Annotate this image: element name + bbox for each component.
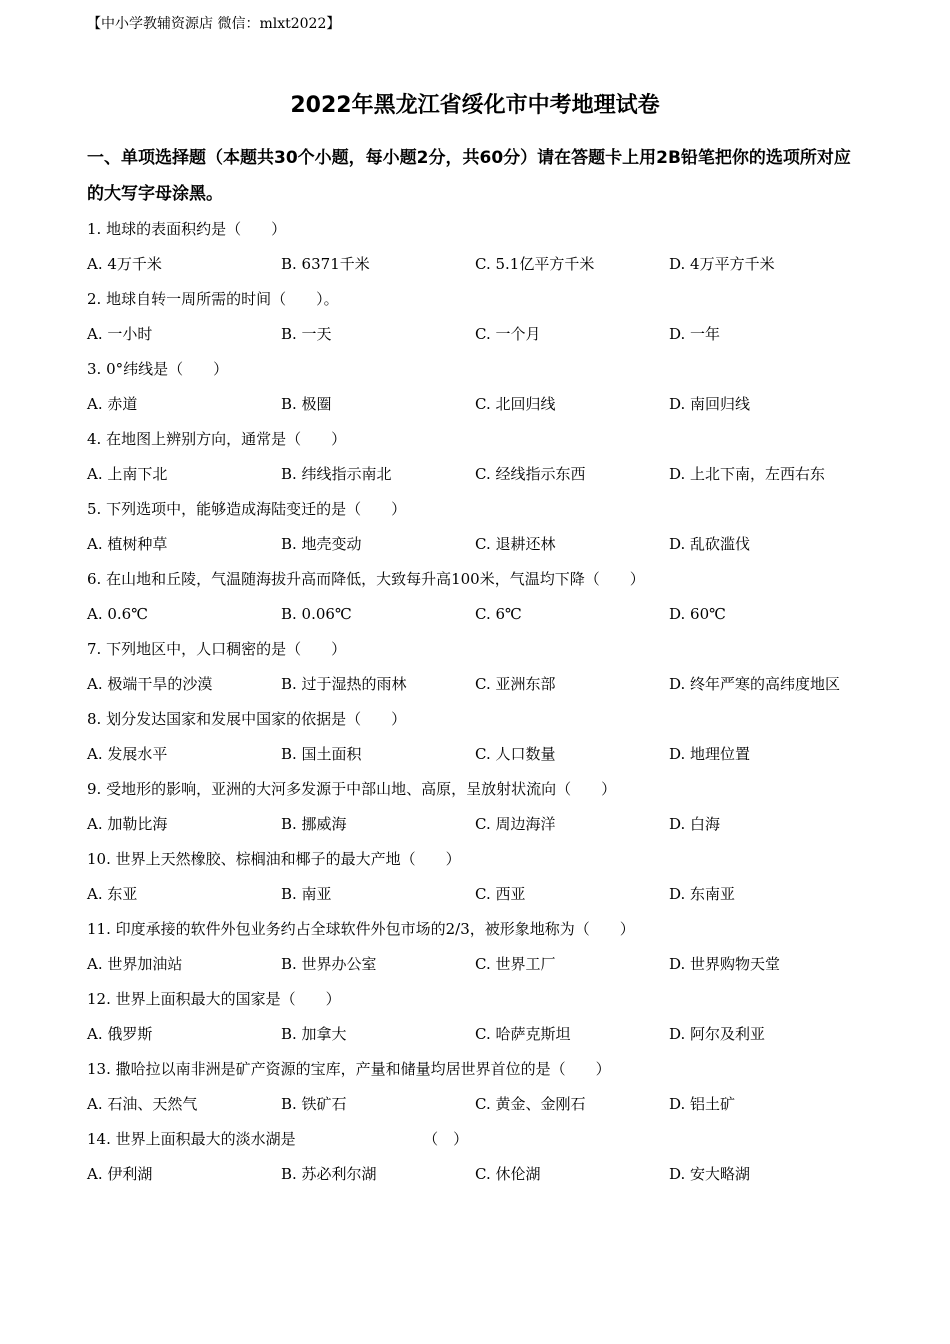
option-d: D. 安大略湖 [669,1165,751,1183]
option-c: C. 周边海洋 [475,815,556,833]
option-b: B. 过于湿热的雨林 [281,675,407,693]
question-3 [87,352,887,422]
question-14 [87,1122,887,1192]
option-b: B. 6371千米 [281,255,370,273]
option-d: D. 一年 [669,325,721,343]
question-4 [87,422,887,492]
question-options [87,667,887,702]
option-a: A. 伊利湖 [87,1165,153,1183]
question-options [87,387,887,422]
option-d: D. 铝土矿 [669,1095,736,1113]
question-11 [87,912,887,982]
option-b: B. 世界办公室 [281,955,377,973]
option-b: B. 极圈 [281,395,332,413]
question-stem: 5. 下列选项中，能够造成海陆变迁的是（ ） [87,500,407,518]
option-d: D. 白海 [669,815,721,833]
option-a: A. 0.6℃ [87,605,149,623]
question-7 [87,632,887,702]
question-stem: 13. 撒哈拉以南非洲是矿产资源的宝库，产量和储量均居世界首位的是（ ） [87,1060,611,1078]
question-options [87,597,887,632]
question-options [87,1017,887,1052]
option-b: B. 国土面积 [281,745,362,763]
option-d: D. 南回归线 [669,395,751,413]
option-c: C. 人口数量 [475,745,556,763]
option-d: D. 60℃ [669,605,726,623]
option-d: D. 上北下南，左西右东 [669,465,826,483]
option-c: C. 5.1亿平方千米 [475,255,595,273]
question-13 [87,1052,887,1122]
option-d: D. 地理位置 [669,745,751,763]
question-9 [87,772,887,842]
option-d: D. 东南亚 [669,885,736,903]
option-c: C. 经线指示东西 [475,465,586,483]
option-c: C. 6℃ [475,605,522,623]
option-b: B. 一天 [281,325,332,343]
option-a: A. 石油、天然气 [87,1095,198,1113]
question-5 [87,492,887,562]
question-8 [87,702,887,772]
option-b: B. 0.06℃ [281,605,352,623]
question-stem: 14. 世界上面积最大的淡水湖是 （ ） [87,1130,469,1148]
option-c: C. 哈萨克斯坦 [475,1025,571,1043]
option-c: C. 北回归线 [475,395,556,413]
question-2 [87,282,887,352]
question-stem: 10. 世界上天然橡胶、棕榈油和椰子的最大产地（ ） [87,850,461,868]
question-6 [87,562,887,632]
option-b: B. 铁矿石 [281,1095,347,1113]
question-stem: 11. 印度承接的软件外包业务约占全球软件外包市场的2/3，被形象地称为（ ） [87,920,635,938]
option-a: A. 世界加油站 [87,955,183,973]
question-stem: 3. 0°纬线是（ ） [87,360,229,378]
option-d: D. 终年严寒的高纬度地区 [669,675,841,693]
option-a: A. 赤道 [87,395,138,413]
option-a: A. 4万千米 [87,255,162,273]
option-a: A. 一小时 [87,325,153,343]
section-heading: 一、单项选择题（本题共30个小题，每小题2分，共60分）请在答题卡上用2B铅笔把你的选项所对应的大写字母涂黑。 [87,148,851,204]
question-options [87,457,887,492]
option-c: C. 亚洲东部 [475,675,556,693]
question-options [87,947,887,982]
option-b: B. 苏必利尔湖 [281,1165,377,1183]
question-stem: 8. 划分发达国家和发展中国家的依据是（ ） [87,710,407,728]
question-options [87,527,887,562]
option-b: B. 纬线指示南北 [281,465,392,483]
question-12 [87,982,887,1052]
option-a: A. 上南下北 [87,465,168,483]
option-a: A. 俄罗斯 [87,1025,153,1043]
option-d: D. 乱砍滥伐 [669,535,751,553]
option-d: D. 4万平方千米 [669,255,775,273]
option-c: C. 退耕还林 [475,535,556,553]
option-d: D. 阿尔及利亚 [669,1025,766,1043]
option-a: A. 加勒比海 [87,815,168,833]
option-a: A. 东亚 [87,885,138,903]
question-stem: 6. 在山地和丘陵，气温随海拔升高而降低，大致每升高100米，气温均下降（ ） [87,570,645,588]
option-a: A. 发展水平 [87,745,168,763]
question-options [87,737,887,772]
question-1 [87,212,887,282]
option-b: B. 挪威海 [281,815,347,833]
option-b: B. 南亚 [281,885,332,903]
question-options [87,877,887,912]
question-stem: 1. 地球的表面积约是（ ） [87,220,287,238]
question-stem: 9. 受地形的影响，亚洲的大河多发源于中部山地、高原，呈放射状流向（ ） [87,780,617,798]
option-b: B. 地壳变动 [281,535,362,553]
question-stem: 7. 下列地区中，人口稠密的是（ ） [87,640,347,658]
option-b: B. 加拿大 [281,1025,347,1043]
option-c: C. 一个月 [475,325,541,343]
page-title: 2022年黑龙江省绥化市中考地理试卷 [290,93,660,118]
option-c: C. 黄金、金刚石 [475,1095,586,1113]
option-a: A. 极端干旱的沙漠 [87,675,213,693]
question-stem: 12. 世界上面积最大的国家是（ ） [87,990,341,1008]
question-stem: 4. 在地图上辨别方向，通常是（ ） [87,430,347,448]
option-c: C. 休伦湖 [475,1165,541,1183]
option-d: D. 世界购物天堂 [669,955,781,973]
question-10 [87,842,887,912]
question-options [87,807,887,842]
question-options [87,1157,887,1192]
question-stem: 2. 地球自转一周所需的时间（ ）。 [87,290,339,308]
question-list [87,212,887,1192]
option-c: C. 世界工厂 [475,955,556,973]
page-header: 【中小学教辅资源店 微信：mlxt2022】 [87,16,341,32]
option-a: A. 植树种草 [87,535,168,553]
question-options [87,317,887,352]
option-c: C. 西亚 [475,885,526,903]
question-options [87,247,887,282]
question-options [87,1087,887,1122]
